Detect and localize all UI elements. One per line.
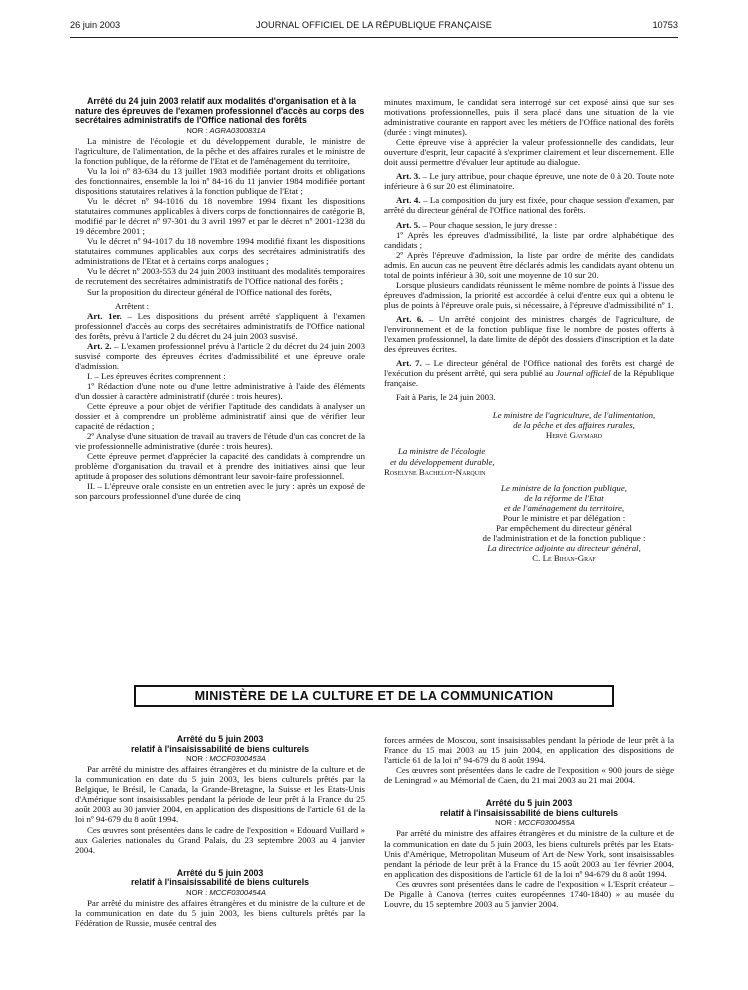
paragraph: minutes maximum, le candidat sera interrogé sur cet exposé ainsi que sur ses motivations professionnelles, puis il sera placé dans une situation de la vie administrative courante en rapport avec les métiers de l'Office national des forêts (durée : vingt minutes). [384, 97, 674, 138]
signature-ecologie: La ministre de l'écologie et du développement durable, Roselyne Bachelot-Narquin [384, 446, 495, 477]
arrete-onf-column-2 [384, 97, 674, 563]
paragraph: Ces œuvres sont présentées dans le cadre de l'exposition « 900 jours de siège de Leningrad » au Mémorial de Caen, du 21 mai 2003 au 21 mai 2004. [384, 765, 674, 786]
section-oral: II. – L'épreuve orale consiste en un entretien avec le jury : après un exposé de son parcours professionnel d'une durée de cinq [75, 481, 365, 502]
section-written: I. – Les épreuves écrites comprennent : [87, 370, 226, 381]
article-2: Art. 2. – L'examen professionnel prévu à l'article 2 du décret du 24 juin 2003 susvisé comporte des épreuves écrites d'admissibilité et une épreuve orale d'admission. [75, 340, 366, 371]
culture-arrete-3-nor: NOR : MCCF0300455A [495, 818, 575, 828]
paragraph: La ministre de l'écologie et du développement durable, le ministre de l'agriculture, de l'alimentation, de la pêche et des affaires rurales et le ministre de la fonction publique, de la réforme de l'Etat et de l'aménagement du territoire, [75, 135, 365, 166]
culture-arrete-2-title: Arrêté du 5 juin 2003 relatif à l'insaisissabilité de biens culturels [130, 867, 310, 888]
signatures [384, 410, 674, 563]
paragraph: forces armées de Moscou, sont insaisissables pendant la période de leur prêt à la France du 15 mai 2003 au 15 juin 2004, en application des dispositions de l'article 61 de la loi nº 94-679 du 8 août 1994. [384, 735, 674, 766]
article-1: Art. 1er. – Les dispositions du présent arrêté s'appliquent à l'examen professionnel d'accès au corps des secrétaires administratifs de l'Office national des forêts, prévu à l'article 2 du décret du 24 juin 2003 susvisé. [75, 310, 365, 341]
page-header [70, 20, 678, 36]
paragraph: Ces œuvres sont présentées dans le cadre de l'exposition « Edouard Vuillard » aux Galeries nationales du Grand Palais, du 23 septembre 2003 au 4 janvier 2004. [75, 824, 365, 855]
culture-column-1 [75, 735, 365, 928]
written-test-1: 1º Rédaction d'une note ou d'une lettre administrative à l'aide des éléments d'un dossier à caractère administratif (durée : trois heures). [75, 380, 365, 401]
article-7: Art. 7. – Le directeur général de l'Office national des forêts est chargé de l'exécution du présent arrêté, qui sera publié au Journal officiel de la République française. [384, 358, 675, 389]
issue-date: 26 juin 2003 [70, 20, 121, 30]
culture-column-2 [384, 735, 674, 909]
written-test-2-goal: Cette épreuve permet d'apprécier la capacité des candidats à comprendre un problème d'organisation du travail et à prendre des initiatives ainsi que leur aptitude à proposer des solutions démontrant leur savoir-faire professionnel. [75, 451, 365, 482]
paragraph: Vu le décret nº 2003-553 du 24 juin 2003 instituant des modalités temporaires de recrutement des secrétaires administratifs de l'Office national des forêts ; [75, 266, 365, 287]
paragraph: Cette épreuve vise à apprécier la valeur professionnelle des candidats, leur ouverture d'esprit, leur capacité à s'exprimer clairement et leur discernement. Elle doit aussi permettre d'évaluer leur aptitude au dialogue. [384, 137, 674, 168]
ministry-banner: MINISTÈRE DE LA CULTURE ET DE LA COMMUNICATION [134, 685, 614, 707]
written-test-1-goal: Cette épreuve a pour objet de vérifier l'aptitude des candidats à analyser un dossier et à comprendre un problème administratif ainsi que de vérifier leur capacité de rédaction ; [75, 401, 365, 432]
arrete-onf-column-1 [75, 97, 365, 502]
paragraph: Par arrêté du ministre des affaires étrangères et du ministre de la culture et de la communication en date du 5 juin 2003, les biens culturels prêtés par la Fédération de Russie, musée central des [75, 897, 365, 928]
paragraph: Vu le décret nº 94-1016 du 18 novembre 1994 fixant les dispositions statutaires communes applicables à divers corps de fonctionnaires de catégorie B, modifié par le décret nº 97-301 du 3 avril 1997 et par le décret nº 2001-1238 du 19 décembre 2001 ; [75, 196, 365, 237]
article-4: Art. 4. – La composition du jury est fixée, pour chaque session d'examen, par arrêté du directeur général de l'Office national des forêts. [384, 195, 674, 216]
arrete-onf-title: Arrêté du 24 juin 2003 relatif aux modalités d'organisation et à la nature des épreuves de l'examen professionnel d'accès au corps des secrétaires administratifs de l'Office national des forêts [75, 96, 365, 126]
article-5-item-2: 2º Après l'épreuve d'admission, la liste par ordre de mérite des candidats admis. En aucun cas ne peuvent être déclarés admis les candidats ayant obtenu un total de points inférieur à 30, soit une moyenne de 10 sur 20. [384, 249, 674, 280]
paragraph: Par arrêté du ministre des affaires étrangères et du ministre de la culture et de la communication en date du 5 juin 2003, les biens culturels prêtés par la Belgique, le Brésil, le Canada, la Grande-Bretagne, la Suisse et les Etats-Unis d'Amérique sont insaisissables pendant la période de leur prêt à la France du 25 août 2003 au 30 janvier 2004, en application des dispositions de l'article 61 de la loi nº 94-679 du 8 août 1994. [75, 764, 365, 825]
article-5-item-3: Lorsque plusieurs candidats réunissent le même nombre de points à l'issue des épreuves d'admission, la priorité est accordée à celui d'entre eux qui a obtenu le plus de points à l'épreuve orale puis, si nécessaire, à l'épreuve d'admissibilité nº 1. [384, 279, 674, 310]
culture-arrete-1-title: Arrêté du 5 juin 2003 relatif à l'insaisissabilité de biens culturels [130, 734, 310, 754]
culture-arrete-2-nor: NOR : MCCF0300454A [186, 887, 266, 897]
arretent: Arrêtent : [115, 300, 150, 311]
page-number: 10753 [652, 20, 678, 30]
written-test-2: 2º Analyse d'une situation de travail au travers de l'étude d'un cas concret de la vie professionnelle administrative (durée : trois heures). [75, 431, 365, 452]
culture-arrete-1-nor: NOR : MCCF0300453A [186, 754, 266, 764]
article-5-item-1: 1º Après les épreuves d'admissibilité, la liste par ordre alphabétique des candidats ; [384, 229, 674, 250]
done-at: Fait à Paris, le 24 juin 2003. [396, 392, 496, 403]
header-rule [70, 37, 678, 38]
signature-fonction-publique: Le ministre de la fonction publique, de la réforme de l'Etat et de l'aménagement du territoire, Pour le ministre et par délégation : Par empêchement du directeur général de l'administration et de la fonction publique : La directrice adjointe au directeur général, C. Le Bihan-Graf [482, 482, 646, 563]
article-5: Art. 5. – Pour chaque session, le jury dresse : [396, 219, 558, 230]
article-6: Art. 6. – Un arrêté conjoint des ministres chargés de l'agriculture, de l'environnement et de la fonction publique fixe le nombre de postes offerts à l'examen professionnel, la date limite de dépôt des dossiers d'inscription et la date des épreuves écrites. [384, 313, 674, 355]
signature-agriculture: Le ministre de l'agriculture, de l'alimentation, de la pêche et des affaires rurales, Hervé Gaymard [492, 410, 656, 441]
paragraph: Vu le décret nº 94-1017 du 18 novembre 1994 modifié fixant les dispositions statutaires communes applicables aux corps des secrétaires administratifs des administrations de l'Etat et à certains corps analogues ; [75, 236, 365, 267]
paragraph: Vu la loi nº 83-634 du 13 juillet 1983 modifiée portant droits et obligations des fonctionnaires, ensemble la loi nº 84-16 du 11 janvier 1984 modifiée portant dispositions statutaires relatives à la fonction publique de l'Etat ; [75, 165, 365, 197]
arrete-onf-nor: NOR : AGRA0300831A [186, 125, 266, 135]
culture-arrete-3-title: Arrêté du 5 juin 2003 relatif à l'insaisissabilité de biens culturels [439, 798, 619, 818]
paragraph: Ces œuvres sont présentées dans le cadre de l'exposition « L'Esprit créateur – De Pigalle à Canova (terres cuites européennes 1740-1840) » au musée du Louvre, du 15 septembre 2003 au 5 janvier 2004. [384, 878, 674, 909]
paragraph: Sur la proposition du directeur général de l'Office national des forêts, [87, 286, 332, 297]
nor-code: AGRA0300831A [209, 125, 266, 135]
journal-title: JOURNAL OFFICIEL DE LA RÉPUBLIQUE FRANÇAISE [256, 20, 492, 30]
article-3: Art. 3. – Le jury attribue, pour chaque épreuve, une note de 0 à 20. Toute note inférieure à 6 sur 20 est éliminatoire. [384, 171, 675, 192]
paragraph: Par arrêté du ministre des affaires étrangères et du ministre de la culture et de la communication en date du 5 juin 2003, les biens culturels prêtés par les Etats-Unis d'Amérique, Metropolitan Museum of Art de New York, sont insaisissables pendant la période de leur prêt à la France du 15 août 2003 au 1er février 2004, en application des dispositions de l'article 61 de la loi nº 94-679 du 8 août 1994. [384, 828, 674, 879]
